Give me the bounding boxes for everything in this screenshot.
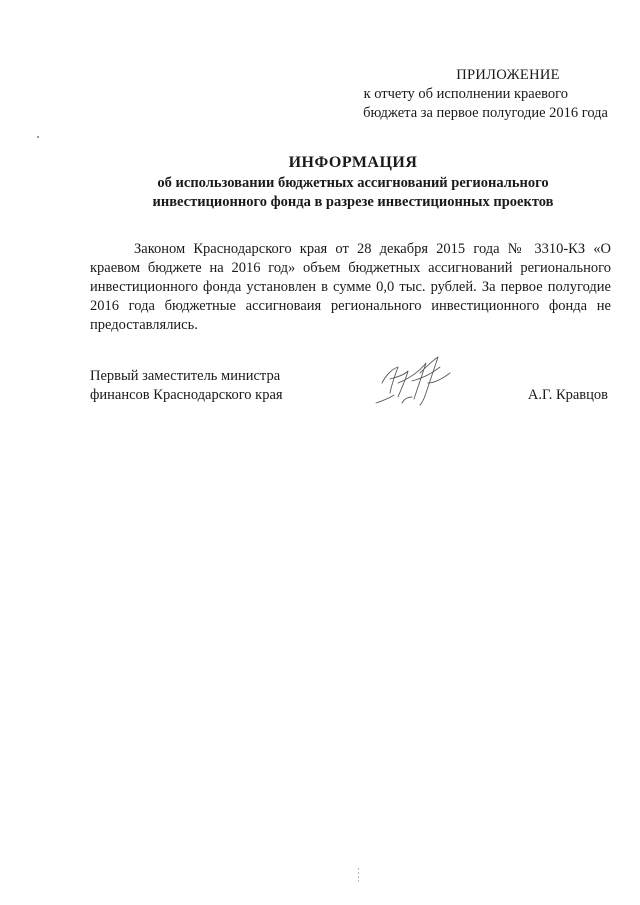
signer-position-line-1: Первый заместитель министра (90, 368, 281, 384)
appendix-line-2: бюджета за первое полугодие 2016 года (363, 105, 608, 121)
document-subtitle-line-1: об использовании бюджетных ассигнований регионального (157, 175, 549, 191)
scan-artifact-mark (357, 868, 360, 884)
signer-name: А.Г. Кравцов (527, 387, 608, 403)
appendix-line-1: к отчету об исполнении краевого (363, 86, 568, 102)
document-title: ИНФОРМАЦИЯ (288, 154, 418, 171)
signer-position-line-2: финансов Краснодарского края (90, 387, 283, 403)
signer-position (90, 367, 283, 405)
document-subtitle-line-2: инвестиционного фонда в разрезе инвестиционных проектов (152, 194, 554, 210)
scan-artifact-dot (37, 136, 39, 138)
document-heading (90, 152, 616, 212)
appendix-block (338, 66, 608, 123)
handwritten-signature (368, 353, 464, 411)
appendix-title: ПРИЛОЖЕНИЕ (456, 67, 560, 83)
body-paragraph: Законом Краснодарского края от 28 декабря 2015 года № 3310-КЗ «О краевом бюджете на 2016 год» объем бюджетных ассигнований регионального инвестиционного фонда установлен в сумме 0,0 тыс. рублей. За первое полугодие 2016 года бюджетные ассигноваия регионального инвестиционного фонда не предоставлялись. (90, 241, 611, 333)
